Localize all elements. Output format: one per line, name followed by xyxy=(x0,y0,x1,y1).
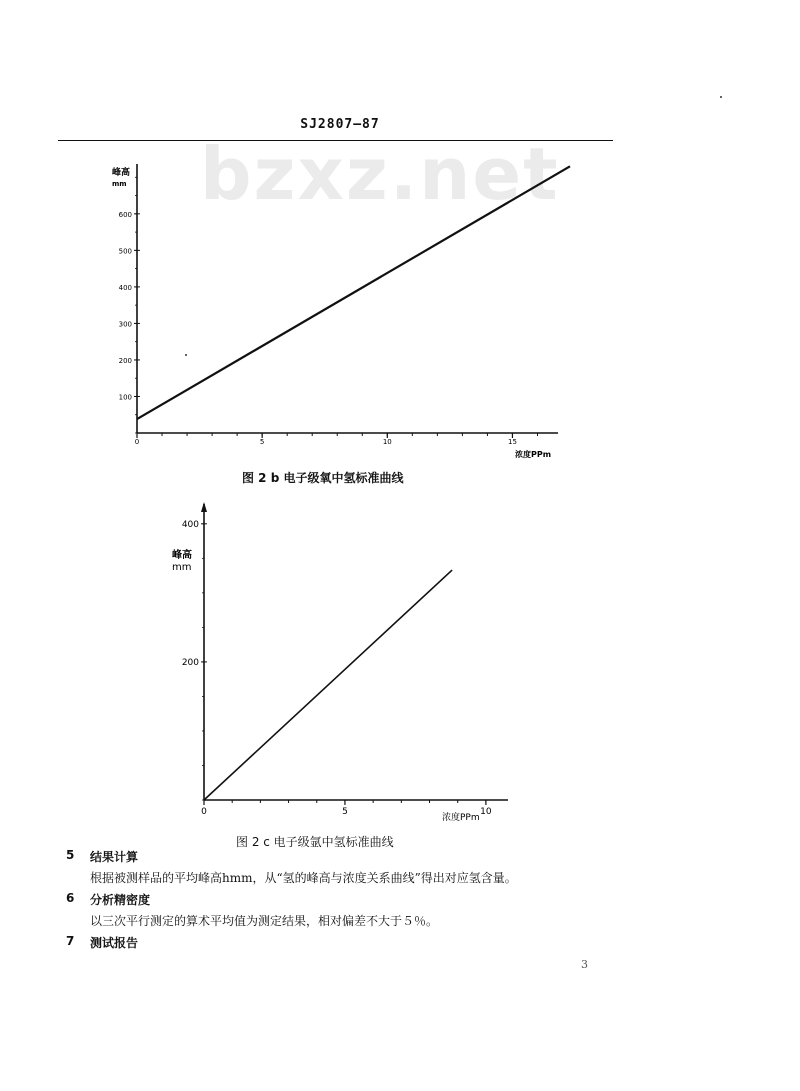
section-7-heading: 测试报告 xyxy=(90,936,139,950)
section-5-number: 5 xyxy=(66,848,75,862)
standard-code-header: SJ2807—87 xyxy=(300,117,380,132)
y-tick-label: 400 xyxy=(118,283,132,292)
x-tick-label: 10 xyxy=(382,438,392,446)
section-6-number: 6 xyxy=(66,891,75,905)
x-tick-label: 15 xyxy=(507,438,517,446)
y-tick-label: 200 xyxy=(181,657,199,668)
y-tick-label: 600 xyxy=(118,210,132,219)
section-6-text: 以三次平行测定的算术平均值为测定结果，相对偏差不大于５％。 xyxy=(90,914,439,928)
section-5-text: 根据被测样品的平均峰高hmm，从“氢的峰高与浓度关系曲线”得出对应氢含量。 xyxy=(90,871,517,885)
x-tick-label: 0 xyxy=(134,438,140,446)
series-line xyxy=(204,570,452,800)
chart-2c-xlabel: 浓度PPm xyxy=(442,813,480,823)
header-rule xyxy=(58,140,613,141)
chart-2c-ylabel-1: 峰高 xyxy=(172,550,192,561)
scan-speck xyxy=(720,96,722,98)
y-tick-label: 200 xyxy=(118,356,132,365)
chart-2b-ylabel-2: mm xyxy=(112,180,127,188)
chart-2b xyxy=(100,155,580,465)
y-tick-label: 300 xyxy=(118,320,132,329)
figure-2b-caption: 图 2 b 电子级氧中氢标准曲线 xyxy=(242,471,404,485)
y-tick-label: 100 xyxy=(118,393,132,402)
chart-2b-ylabel-1: 峰高 xyxy=(112,168,131,178)
chart-2c xyxy=(160,490,530,830)
x-tick-label: 5 xyxy=(259,438,265,446)
watermark: bzxz.net xyxy=(200,132,560,216)
scan-speck xyxy=(185,354,187,356)
y-tick-label: 400 xyxy=(181,519,199,530)
section-5-heading: 结果计算 xyxy=(90,850,139,864)
section-7-number: 7 xyxy=(66,934,75,948)
section-6-heading: 分析精密度 xyxy=(90,893,151,907)
x-tick-label: 5 xyxy=(342,807,348,817)
y-axis-arrow xyxy=(201,502,207,512)
chart-2c-ylabel-2: mm xyxy=(172,562,192,573)
chart-2b-xlabel: 浓度PPm xyxy=(515,450,552,459)
y-tick-label: 500 xyxy=(118,247,132,256)
page-number: 3 xyxy=(581,958,588,971)
x-tick-label: 10 xyxy=(480,807,492,817)
x-tick-label: 0 xyxy=(201,807,207,817)
figure-2c-caption: 图 2 c 电子级氩中氢标准曲线 xyxy=(236,835,394,849)
series-line xyxy=(137,166,570,419)
